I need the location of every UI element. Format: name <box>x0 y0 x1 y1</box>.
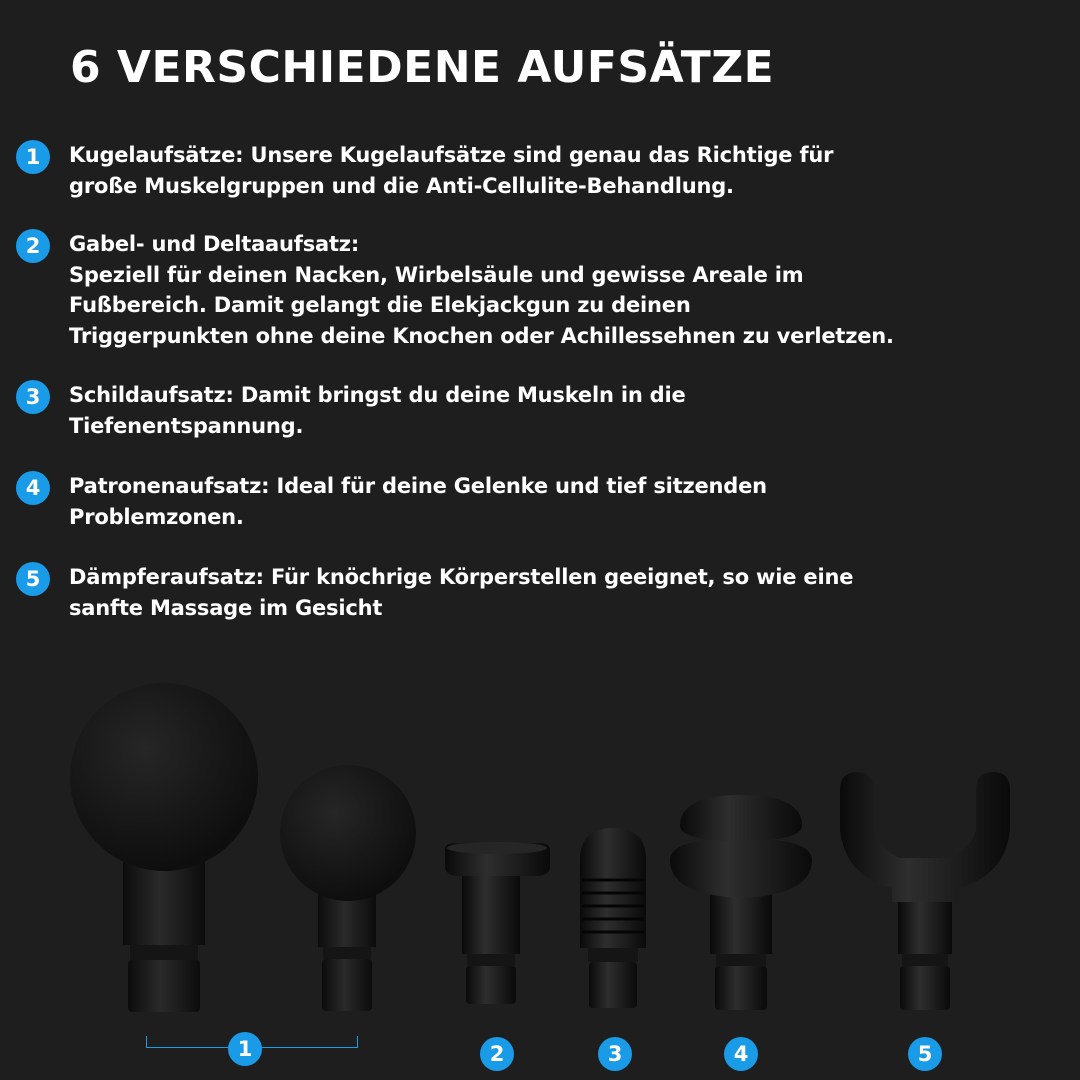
list-item-4 <box>16 471 1056 532</box>
item-text <box>69 229 894 351</box>
item-line: Problemzonen. <box>69 504 244 529</box>
item-line: Gabel- und Deltaaufsatz: <box>69 232 360 256</box>
bottom-label-4: 4 <box>724 1037 758 1071</box>
attachments-illustration <box>0 660 1080 1060</box>
number-badge: 3 <box>16 380 50 414</box>
list-item-5 <box>16 562 1056 623</box>
cushion-attachment-icon <box>670 795 812 1010</box>
number-badge: 2 <box>16 229 50 263</box>
list-item-3 <box>16 380 1056 441</box>
large-ball-attachment-icon <box>70 683 258 1012</box>
item-line: Speziell für deinen Nacken, Wirbelsäule und gewisse Areale im <box>69 262 804 287</box>
fork-attachment-icon <box>840 772 1010 1010</box>
bullet-attachment-icon <box>580 828 646 1008</box>
item-line: große Muskelgruppen und die Anti-Cellulite-Behandlung. <box>69 173 734 198</box>
bottom-label-2: 2 <box>480 1037 514 1071</box>
list-item-1 <box>16 140 1056 201</box>
item-line: Fußbereich. Damit gelangt die Elekjackgun zu deinen <box>69 293 691 317</box>
bottom-label-3: 3 <box>598 1037 632 1071</box>
item-line: sanfte Massage im Gesicht <box>69 595 383 620</box>
item-line: Triggerpunkten ohne deine Knochen oder Achillessehnen zu verletzen. <box>69 323 894 348</box>
number-badge: 4 <box>16 471 50 505</box>
item-text <box>69 562 853 623</box>
small-ball-attachment-icon <box>280 765 416 1011</box>
item-line: Tiefenentspannung. <box>69 413 304 438</box>
page-title: 6 VERSCHIEDENE AUFSÄTZE <box>70 42 775 93</box>
item-line: Kugelaufsätze: Unsere Kugelaufsätze sind genau das Richtige für <box>69 143 834 167</box>
item-line: Dämpferaufsatz: Für knöchrige Körperstellen geeignet, so wie eine <box>69 565 854 589</box>
number-badge: 1 <box>16 140 50 174</box>
number-badge: 5 <box>16 562 50 596</box>
flat-head-attachment-icon <box>445 842 550 1004</box>
item-text <box>69 380 686 441</box>
item-text <box>69 140 833 201</box>
list-item-2 <box>16 229 1056 351</box>
item-line: Patronenaufsatz: Ideal für deine Gelenke und tief sitzenden <box>69 474 767 498</box>
item-line: Schildaufsatz: Damit bringst du deine Muskeln in die <box>69 383 686 407</box>
bottom-label-1: 1 <box>228 1032 262 1066</box>
item-text <box>69 471 767 532</box>
bottom-label-5: 5 <box>908 1037 942 1071</box>
